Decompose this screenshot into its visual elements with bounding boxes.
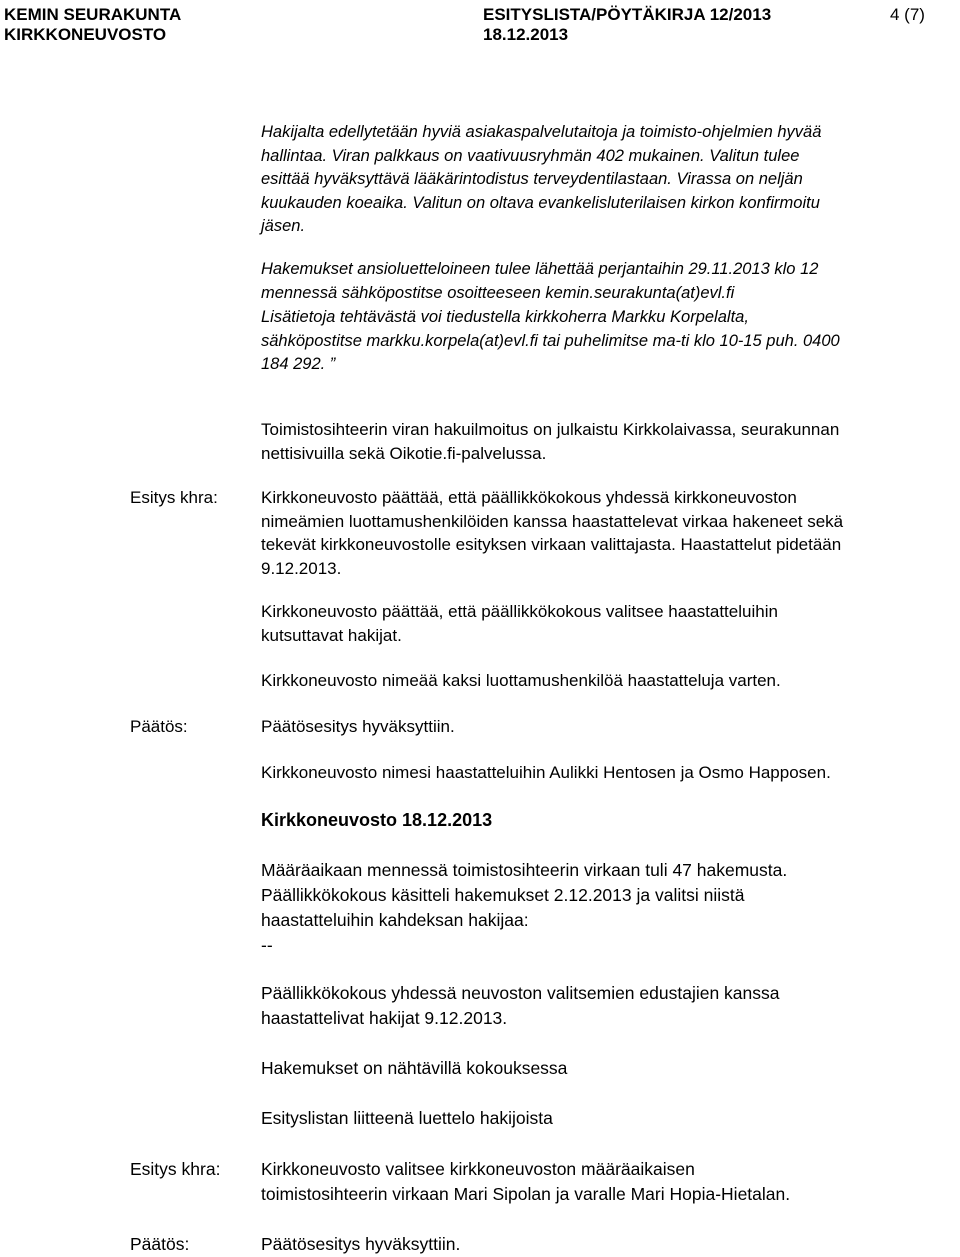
proposal-paragraph-1: [261, 486, 951, 580]
text-line: Kirkkoneuvosto päättää, että päällikkökokous valitsee haastatteluihin: [261, 602, 778, 621]
section-paragraph-2: [261, 981, 951, 1031]
section-paragraph-4: [261, 1106, 951, 1131]
job-ad-paragraph-1: [261, 121, 951, 239]
text-line: 9.12.2013.: [261, 558, 342, 578]
text-line: --: [261, 935, 273, 955]
proposal-paragraph-2: [261, 600, 951, 647]
job-ad-paragraph-3: [261, 306, 951, 377]
text-line: nettisivuilla sekä Oikotie.fi-palvelussa.: [261, 443, 547, 463]
text-line: Kirkkoneuvosto nimeää kaksi luottamushenkilöä haastatteluja varten.: [261, 671, 781, 690]
page-number: 4 (7): [890, 5, 925, 24]
organization-name: KEMIN SEURAKUNTA: [4, 5, 182, 24]
text-line: nimeämien luottamushenkilöiden kanssa haastattelevat virkaa hakeneet sekä: [261, 511, 844, 531]
text-line: toimistosihteerin virkaan Mari Sipolan ja varalle Mari Hopia-Hietalan.: [261, 1184, 791, 1204]
text-line: Päätösesitys hyväksyttiin.: [261, 717, 455, 736]
text-line: Lisätietoja tehtävästä voi tiedustella kirkkoherra Markku Korpelalta,: [261, 308, 749, 326]
text-line: Hakijalta edellytetään hyviä asiakaspalvelutaitoja ja toimisto-ohjelmien hyvää: [261, 123, 822, 141]
section-paragraph-3: [261, 1056, 951, 1081]
text-line: Kirkkoneuvosto valitsee kirkkoneuvoston määräaikaisen: [261, 1159, 695, 1179]
text-line: Päällikkökokous yhdessä neuvoston valitsemien edustajien kanssa: [261, 983, 780, 1003]
text-line: Päätösesitys hyväksyttiin.: [261, 1234, 461, 1254]
text-line: haastattelivat hakijat 9.12.2013.: [261, 1008, 508, 1028]
document-type: ESITYSLISTA/PÖYTÄKIRJA 12/2013: [483, 5, 772, 24]
text-line: mennessä sähköpostitse osoitteeseen kemin.seurakunta(at)evl.fi: [261, 283, 735, 302]
text-line: Kirkkoneuvosto nimesi haastatteluihin Aulikki Hentosen ja Osmo Happosen.: [261, 763, 831, 782]
text-line: hallintaa. Viran palkkaus on vaativuusryhmän 402 mukainen. Valitun tulee: [261, 146, 800, 165]
text-line: sähköpostitse markku.korpela(at)evl.fi tai puhelimitse ma-ti klo 10-15 puh. 0400: [261, 331, 840, 350]
text-line: Kirkkoneuvosto päättää, että päällikkökokous yhdessä kirkkoneuvoston: [261, 488, 797, 507]
job-ad-paragraph-2: [261, 258, 951, 305]
proposal-paragraph-3: [261, 669, 951, 693]
text-line: Hakemukset on nähtävillä kokouksessa: [261, 1058, 568, 1078]
text-line: Päällikkökokous käsitteli hakemukset 2.12.2013 ja valitsi niistä: [261, 885, 745, 905]
text-line: 184 292. ”: [261, 355, 336, 373]
proposal-label: Esitys khra:: [130, 488, 218, 507]
section-title: Kirkkoneuvosto 18.12.2013: [261, 810, 493, 830]
decision-paragraph-1: [261, 715, 951, 739]
text-line: Esityslistan liitteenä luettelo hakijoista: [261, 1108, 553, 1128]
text-line: Hakemukset ansioluetteloineen tulee lähettää perjantaihin 29.11.2013 klo 12: [261, 260, 819, 278]
text-line: Toimistosihteerin viran hakuilmoitus on julkaistu Kirkkolaivassa, seurakunnan: [261, 420, 840, 439]
decision-label: Päätös:: [130, 1234, 190, 1254]
decision-label: Päätös:: [130, 717, 188, 736]
text-line: kuukauden koeaika. Valitun on oltava evankelisluterilaisen kirkon konfirmoitu: [261, 193, 820, 212]
section-paragraph-1: [261, 858, 951, 958]
text-line: kutsuttavat hakijat.: [261, 625, 402, 645]
decision-paragraph-2: [261, 761, 951, 785]
text-line: Määräaikaan mennessä toimistosihteerin virkaan tuli 47 hakemusta.: [261, 860, 788, 880]
text-line: jäsen.: [261, 217, 306, 235]
decision-paragraph: [261, 1232, 951, 1257]
document-date: 18.12.2013: [483, 25, 569, 44]
text-line: esittää hyväksyttävä lääkärintodistus terveydentilastaan. Virassa on neljän: [261, 170, 803, 188]
announcement-paragraph: [261, 418, 951, 465]
proposal-label: Esitys khra:: [130, 1159, 221, 1179]
text-line: haastatteluihin kahdeksan hakijaa:: [261, 910, 529, 930]
proposal-paragraph: [261, 1157, 951, 1207]
organization-body: KIRKKONEUVOSTO: [4, 25, 167, 44]
text-line: tekevät kirkkoneuvostolle esityksen virkaan valittajasta. Haastattelut pidetään: [261, 535, 842, 554]
